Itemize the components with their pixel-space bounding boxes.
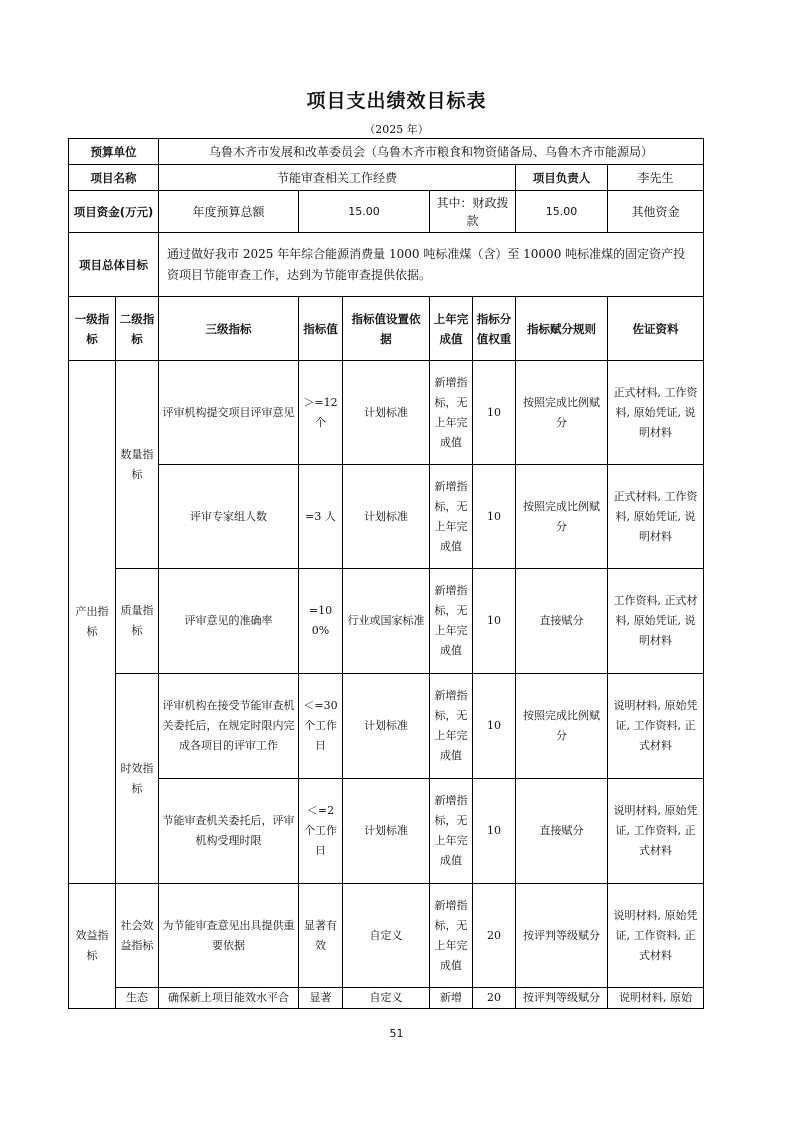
table-row bbox=[69, 779, 704, 884]
row-basis: 行业或国家标准 bbox=[343, 569, 430, 674]
col-header-weight: 指标分值权重 bbox=[473, 297, 516, 361]
row-evidence: 工作资料, 正式材料, 原始凭证, 说明材料 bbox=[608, 569, 704, 674]
row-value: =3 人 bbox=[299, 465, 343, 569]
row-indicator: 确保新上项目能效水平合 bbox=[159, 988, 299, 1009]
project-name-row bbox=[69, 165, 704, 191]
col-header-basis: 指标值设置依据 bbox=[343, 297, 430, 361]
group-eco: 生态 bbox=[116, 988, 159, 1009]
col-header-rule: 指标赋分规则 bbox=[516, 297, 608, 361]
row-indicator: 节能审查机关委托后，评审机构受理时限 bbox=[159, 779, 299, 884]
row-weight: 20 bbox=[473, 884, 516, 988]
row-basis: 自定义 bbox=[343, 884, 430, 988]
row-indicator: 评审机构在接受节能审查机关委托后，在规定时限内完成各项目的评审工作 bbox=[159, 674, 299, 779]
table-row bbox=[69, 988, 704, 1009]
page-year: （2025 年） bbox=[364, 123, 429, 136]
performance-table bbox=[68, 138, 704, 1009]
col-header-evidence: 佐证资料 bbox=[608, 297, 704, 361]
row-value: 显著 bbox=[299, 988, 343, 1009]
unit-label: 预算单位 bbox=[69, 139, 159, 165]
column-header-row bbox=[69, 297, 704, 361]
project-name-value: 节能审查相关工作经费 bbox=[159, 165, 516, 191]
row-basis: 计划标准 bbox=[343, 674, 430, 779]
col-header-value: 指标值 bbox=[299, 297, 343, 361]
row-evidence: 正式材料, 工作资料, 原始凭证, 说明材料 bbox=[608, 361, 704, 465]
row-weight: 10 bbox=[473, 465, 516, 569]
row-weight: 10 bbox=[473, 779, 516, 884]
row-weight: 10 bbox=[473, 674, 516, 779]
table-row bbox=[69, 361, 704, 465]
row-prev: 新增指标，无上年完成值 bbox=[430, 674, 473, 779]
project-leader-label: 项目负责人 bbox=[516, 165, 608, 191]
row-prev: 新增 bbox=[430, 988, 473, 1009]
row-value: ＜=2个工作日 bbox=[299, 779, 343, 884]
row-indicator: 评审机构提交项目评审意见 bbox=[159, 361, 299, 465]
other-funds-label bbox=[608, 191, 704, 233]
row-rule: 按照完成比例赋分 bbox=[516, 465, 608, 569]
table-row bbox=[69, 674, 704, 779]
page-title: 项目支出绩效目标表 bbox=[306, 90, 487, 112]
table-row bbox=[69, 884, 704, 988]
row-rule: 按照完成比例赋分 bbox=[516, 674, 608, 779]
row-basis: 计划标准 bbox=[343, 465, 430, 569]
row-value: =100% bbox=[299, 569, 343, 674]
row-prev: 新增指标，无上年完成值 bbox=[430, 569, 473, 674]
group-timeliness: 时效指标 bbox=[116, 674, 159, 884]
row-weight: 10 bbox=[473, 361, 516, 465]
col-header-level3: 三级指标 bbox=[159, 297, 299, 361]
unit-value: 乌鲁木齐市发展和改革委员会（乌鲁木齐市粮食和物资储备局、乌鲁木齐市能源局） bbox=[159, 139, 704, 165]
row-prev: 新增指标，无上年完成值 bbox=[430, 779, 473, 884]
row-weight: 10 bbox=[473, 569, 516, 674]
col-header-level1: 一级指标 bbox=[69, 297, 116, 361]
goal-value: 通过做好我市 2025 年年综合能源消费量 1000 吨标准煤（含）至 10000 吨标准煤的固定资产投资项目节能审查工作，达到为节能审查提供依据。 bbox=[159, 233, 704, 297]
row-value: ＞=12个 bbox=[299, 361, 343, 465]
row-rule: 按评判等级赋分 bbox=[516, 988, 608, 1009]
fiscal-label: 其中：财政拨款 bbox=[430, 191, 516, 233]
row-evidence: 说明材料, 原始凭证, 工作资料, 正式材料 bbox=[608, 674, 704, 779]
group-quantity: 数量指标 bbox=[116, 361, 159, 569]
group-social: 社会效益指标 bbox=[116, 884, 159, 988]
page-number: 51 bbox=[389, 1027, 404, 1040]
row-indicator: 评审意见的准确率 bbox=[159, 569, 299, 674]
annual-budget-label: 年度预算总额 bbox=[159, 191, 299, 233]
row-basis: 自定义 bbox=[343, 988, 430, 1009]
unit-row bbox=[69, 139, 704, 165]
row-rule: 直接赋分 bbox=[516, 779, 608, 884]
fiscal-value: 15.00 bbox=[516, 191, 608, 233]
fund-row bbox=[69, 191, 704, 233]
row-rule: 按评判等级赋分 bbox=[516, 884, 608, 988]
row-basis: 计划标准 bbox=[343, 779, 430, 884]
row-rule: 按照完成比例赋分 bbox=[516, 361, 608, 465]
row-value: ＜=30个工作日 bbox=[299, 674, 343, 779]
goal-row bbox=[69, 233, 704, 297]
table-row bbox=[69, 465, 704, 569]
fund-label: 项目资金(万元) bbox=[69, 191, 159, 233]
row-prev: 新增指标，无上年完成值 bbox=[430, 884, 473, 988]
row-rule: 直接赋分 bbox=[516, 569, 608, 674]
col-header-level2: 二级指标 bbox=[116, 297, 159, 361]
group-output: 产出指标 bbox=[69, 361, 116, 884]
row-indicator: 为节能审查意见出具提供重要依据 bbox=[159, 884, 299, 988]
other-funds-text: 其他资金 bbox=[631, 204, 680, 219]
project-name-label: 项目名称 bbox=[69, 165, 159, 191]
table-row bbox=[69, 569, 704, 674]
group-benefit: 效益指标 bbox=[69, 884, 116, 1009]
row-weight: 20 bbox=[473, 988, 516, 1009]
row-basis: 计划标准 bbox=[343, 361, 430, 465]
col-header-prev: 上年完成值 bbox=[430, 297, 473, 361]
group-quality: 质量指标 bbox=[116, 569, 159, 674]
row-evidence: 说明材料, 原始凭证, 工作资料, 正式材料 bbox=[608, 884, 704, 988]
row-value: 显著有效 bbox=[299, 884, 343, 988]
row-prev: 新增指标，无上年完成值 bbox=[430, 361, 473, 465]
row-evidence: 正式材料, 工作资料, 原始凭证, 说明材料 bbox=[608, 465, 704, 569]
project-leader-value: 李先生 bbox=[608, 165, 704, 191]
annual-budget-value: 15.00 bbox=[299, 191, 430, 233]
row-prev: 新增指标，无上年完成值 bbox=[430, 465, 473, 569]
row-indicator: 评审专家组人数 bbox=[159, 465, 299, 569]
goal-label: 项目总体目标 bbox=[69, 233, 159, 297]
row-evidence: 说明材料, 原始 bbox=[608, 988, 704, 1009]
row-evidence: 说明材料, 原始凭证, 工作资料, 正式材料 bbox=[608, 779, 704, 884]
